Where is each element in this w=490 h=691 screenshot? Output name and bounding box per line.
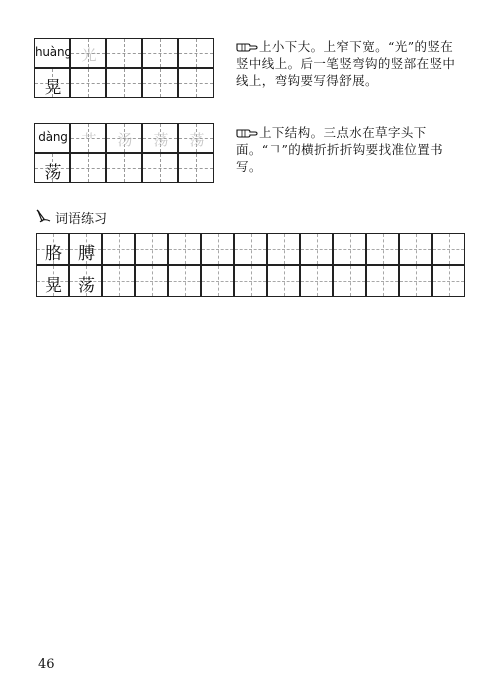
grid-cell bbox=[178, 123, 214, 153]
grid-cell bbox=[70, 38, 106, 68]
grid-cell bbox=[102, 233, 135, 265]
trace-char: 荡 bbox=[153, 131, 169, 149]
word-row bbox=[36, 233, 466, 265]
grid-cell bbox=[102, 265, 135, 297]
grid-cell bbox=[70, 153, 106, 183]
grid-cell bbox=[36, 233, 69, 265]
pinyin-label: dàng bbox=[38, 130, 68, 144]
word-practice-grid bbox=[36, 233, 466, 297]
note-text: 上下结构。三点水在草字头下面。“𠃍”的横折折折钩要找准位置书写。 bbox=[236, 125, 444, 174]
grid-cell bbox=[201, 233, 234, 265]
grid-cell bbox=[142, 38, 178, 68]
trace-char: 艹 bbox=[81, 131, 97, 149]
model-character: 荡 bbox=[44, 163, 62, 183]
grid-cell bbox=[106, 68, 142, 98]
grid-cell bbox=[234, 265, 267, 297]
grid-cell bbox=[300, 265, 333, 297]
grid-cell bbox=[168, 233, 201, 265]
section-title: 词语练习 bbox=[55, 212, 108, 227]
pointing-hand-icon bbox=[236, 127, 258, 138]
grid-cell bbox=[135, 233, 168, 265]
grid-cell bbox=[142, 68, 178, 98]
grid-cell bbox=[234, 233, 267, 265]
grid-cell bbox=[267, 233, 300, 265]
grid-cell bbox=[300, 233, 333, 265]
grid-cell bbox=[106, 38, 142, 68]
pen-icon bbox=[36, 209, 52, 224]
character-cell bbox=[34, 153, 70, 183]
note-text: 上小下大。上窄下宽。“光”的竖在竖中线上。后一笔竖弯钩的竖部在竖中线上，弯钩要写得舒展。 bbox=[236, 39, 456, 88]
grid-cell bbox=[70, 123, 106, 153]
grid-cell bbox=[432, 233, 465, 265]
trace-char: 汤 bbox=[117, 131, 133, 149]
instruction-note-1 bbox=[236, 38, 462, 89]
grid-cell bbox=[178, 38, 214, 68]
instruction-note-2 bbox=[236, 124, 462, 175]
grid-cell bbox=[178, 68, 214, 98]
page-number: 46 bbox=[38, 657, 55, 672]
practice-block-huang bbox=[34, 38, 214, 98]
grid-cell bbox=[142, 123, 178, 153]
grid-cell bbox=[178, 153, 214, 183]
grid-cell bbox=[69, 233, 102, 265]
grid-cell bbox=[106, 153, 142, 183]
grid-cell bbox=[267, 265, 300, 297]
grid-cell bbox=[432, 265, 465, 297]
grid-cell bbox=[69, 265, 102, 297]
practice-row-bottom bbox=[34, 68, 214, 98]
grid-cell bbox=[201, 265, 234, 297]
practice-row-top bbox=[34, 38, 214, 68]
grid-cell bbox=[366, 233, 399, 265]
grid-cell bbox=[333, 265, 366, 297]
word-character: 膊 bbox=[78, 244, 95, 264]
trace-char: 荡 bbox=[189, 131, 205, 149]
word-character: 荡 bbox=[78, 276, 95, 296]
grid-cell bbox=[36, 265, 69, 297]
grid-cell bbox=[70, 68, 106, 98]
grid-cell bbox=[399, 265, 432, 297]
grid-cell bbox=[333, 233, 366, 265]
grid-cell bbox=[106, 123, 142, 153]
pointing-hand-icon bbox=[236, 41, 258, 52]
word-character: 胳 bbox=[45, 244, 62, 264]
trace-char: 光 bbox=[81, 46, 97, 64]
grid-cell bbox=[142, 153, 178, 183]
grid-cell bbox=[168, 265, 201, 297]
practice-row-top bbox=[34, 123, 214, 153]
pinyin-cell bbox=[34, 123, 70, 153]
practice-row-bottom bbox=[34, 153, 214, 183]
grid-cell bbox=[366, 265, 399, 297]
model-character: 晃 bbox=[44, 78, 62, 98]
pinyin-label: huàng bbox=[35, 45, 72, 59]
word-character: 晃 bbox=[45, 276, 62, 296]
character-cell bbox=[34, 68, 70, 98]
grid-cell bbox=[135, 265, 168, 297]
practice-block-dang bbox=[34, 123, 214, 183]
pinyin-cell bbox=[34, 38, 70, 68]
grid-cell bbox=[399, 233, 432, 265]
word-row bbox=[36, 265, 466, 297]
